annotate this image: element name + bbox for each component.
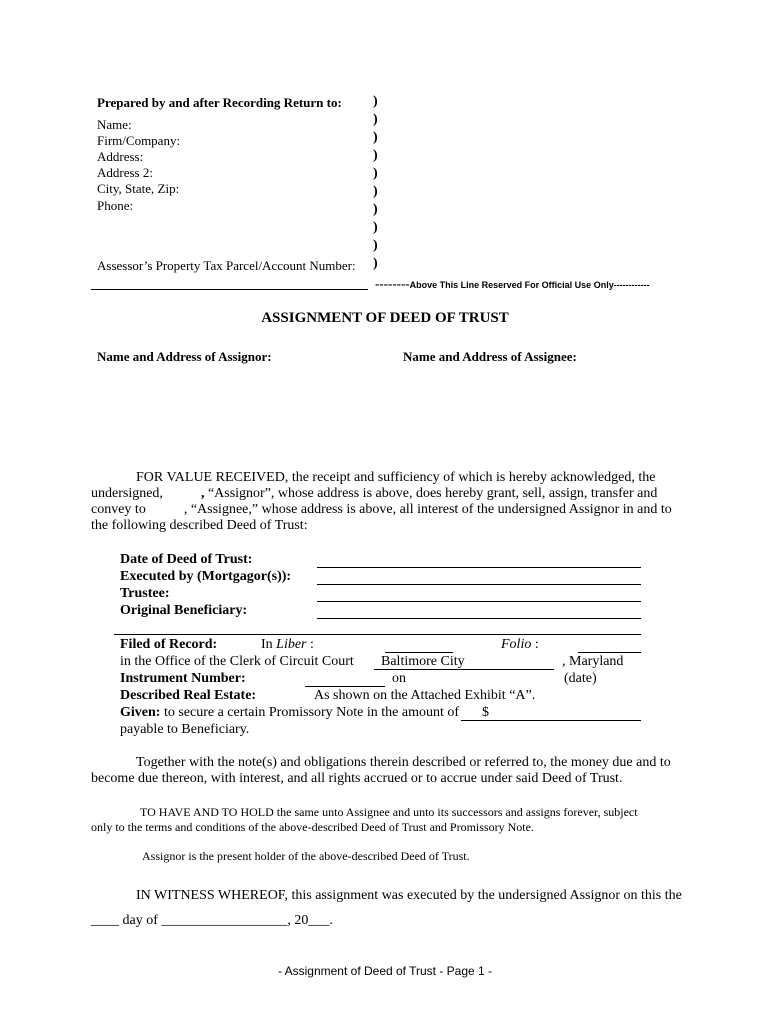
assignor-label: Name and Address of Assignor:	[97, 349, 272, 364]
city-state-zip-label: City, State, Zip:	[97, 181, 180, 196]
date-hint: (date)	[564, 671, 597, 686]
state-text: , Maryland	[562, 654, 624, 669]
prepared-by-heading: Prepared by and after Recording Return to:	[97, 95, 342, 110]
together-line2: become due thereon, with interest, and all rights accrued or to accrue under said Deed of Trust.	[91, 771, 623, 786]
liber-label: In Liber :	[261, 637, 314, 652]
consideration-line1: FOR VALUE RECEIVED, the receipt and sufficiency of which is hereby acknowledged, the	[136, 470, 656, 485]
liber-blank	[385, 652, 453, 653]
real-estate-label: Described Real Estate:	[120, 688, 257, 703]
beneficiary-blank	[317, 618, 641, 619]
address2-field-label: Address 2:	[97, 165, 153, 180]
clerk-office-text: in the Office of the Clerk of Circuit Court	[120, 654, 354, 669]
amount-blank	[461, 720, 641, 721]
given-line: Given: to secure a certain Promissory Note in the amount of	[120, 705, 460, 720]
folio-label: Folio :	[501, 637, 539, 652]
paren-divider: )	[373, 148, 378, 163]
page-footer: - Assignment of Deed of Trust - Page 1 -	[277, 964, 493, 978]
holder-statement: Assignor is the present holder of the above-described Deed of Trust.	[142, 849, 470, 863]
beneficiary-label: Original Beneficiary:	[120, 603, 248, 618]
address-field-label: Address:	[97, 149, 144, 164]
paren-divider: )	[373, 166, 378, 181]
witness-line: IN WITNESS WHEREOF, this assignment was executed by the undersigned Assignor on this the	[136, 888, 682, 903]
trustee-blank	[317, 601, 641, 602]
folio-blank	[578, 652, 641, 653]
deed-date-label: Date of Deed of Trust:	[120, 552, 253, 567]
deed-date-blank	[317, 567, 641, 568]
filed-of-record-label: Filed of Record:	[120, 637, 218, 652]
county-value: Baltimore City	[381, 654, 465, 669]
official-use-notice: --------Above This Line Reserved For Official Use Only------------	[375, 276, 650, 291]
document-title: ASSIGNMENT OF DEED OF TRUST	[261, 310, 509, 326]
consideration-line3: convey to , “Assignee,” whose address is above, all interest of the undersigned Assignor in and to	[91, 502, 672, 517]
paren-divider: )	[373, 256, 378, 271]
trustee-label: Trustee:	[120, 586, 170, 601]
dollar-sign: $	[482, 705, 489, 720]
witness-date-line: ____ day of __________________, 20___.	[91, 913, 333, 928]
firm-field-label: Firm/Company:	[97, 133, 181, 148]
paren-divider: )	[373, 94, 378, 109]
paren-divider: )	[373, 130, 378, 145]
paren-divider: )	[373, 238, 378, 253]
paren-divider: )	[373, 112, 378, 127]
on-text: on	[392, 671, 406, 686]
executed-by-label: Executed by (Mortgagor(s)):	[120, 569, 292, 584]
habendum-line2: only to the terms and conditions of the above-described Deed of Trust and Promissory Note.	[91, 820, 534, 834]
payable-text: payable to Beneficiary.	[120, 722, 250, 737]
phone-field-label: Phone:	[97, 198, 134, 213]
assignee-label: Name and Address of Assignee:	[403, 349, 577, 364]
instrument-number-blank	[305, 686, 385, 687]
paren-divider: )	[373, 184, 378, 199]
instrument-number-label: Instrument Number:	[120, 671, 246, 686]
assessor-parcel-label: Assessor’s Property Tax Parcel/Account Number:	[97, 258, 356, 273]
habendum-line1: TO HAVE AND TO HOLD the same unto Assignee and unto its successors and assigns forever, subject	[140, 805, 638, 819]
executed-by-blank	[317, 584, 641, 585]
consideration-line4: the following described Deed of Trust:	[91, 518, 308, 533]
name-field-label: Name:	[97, 117, 132, 132]
header-rule	[91, 289, 368, 290]
paren-divider: )	[373, 202, 378, 217]
paren-divider: )	[373, 220, 378, 235]
section-rule	[114, 634, 641, 635]
consideration-line2: undersigned, , “Assignor”, whose address is above, does hereby grant, sell, assign, transfer and	[91, 486, 658, 501]
together-line1: Together with the note(s) and obligations therein described or referred to, the money due and to	[136, 755, 671, 770]
real-estate-value: As shown on the Attached Exhibit “A”.	[314, 688, 536, 703]
